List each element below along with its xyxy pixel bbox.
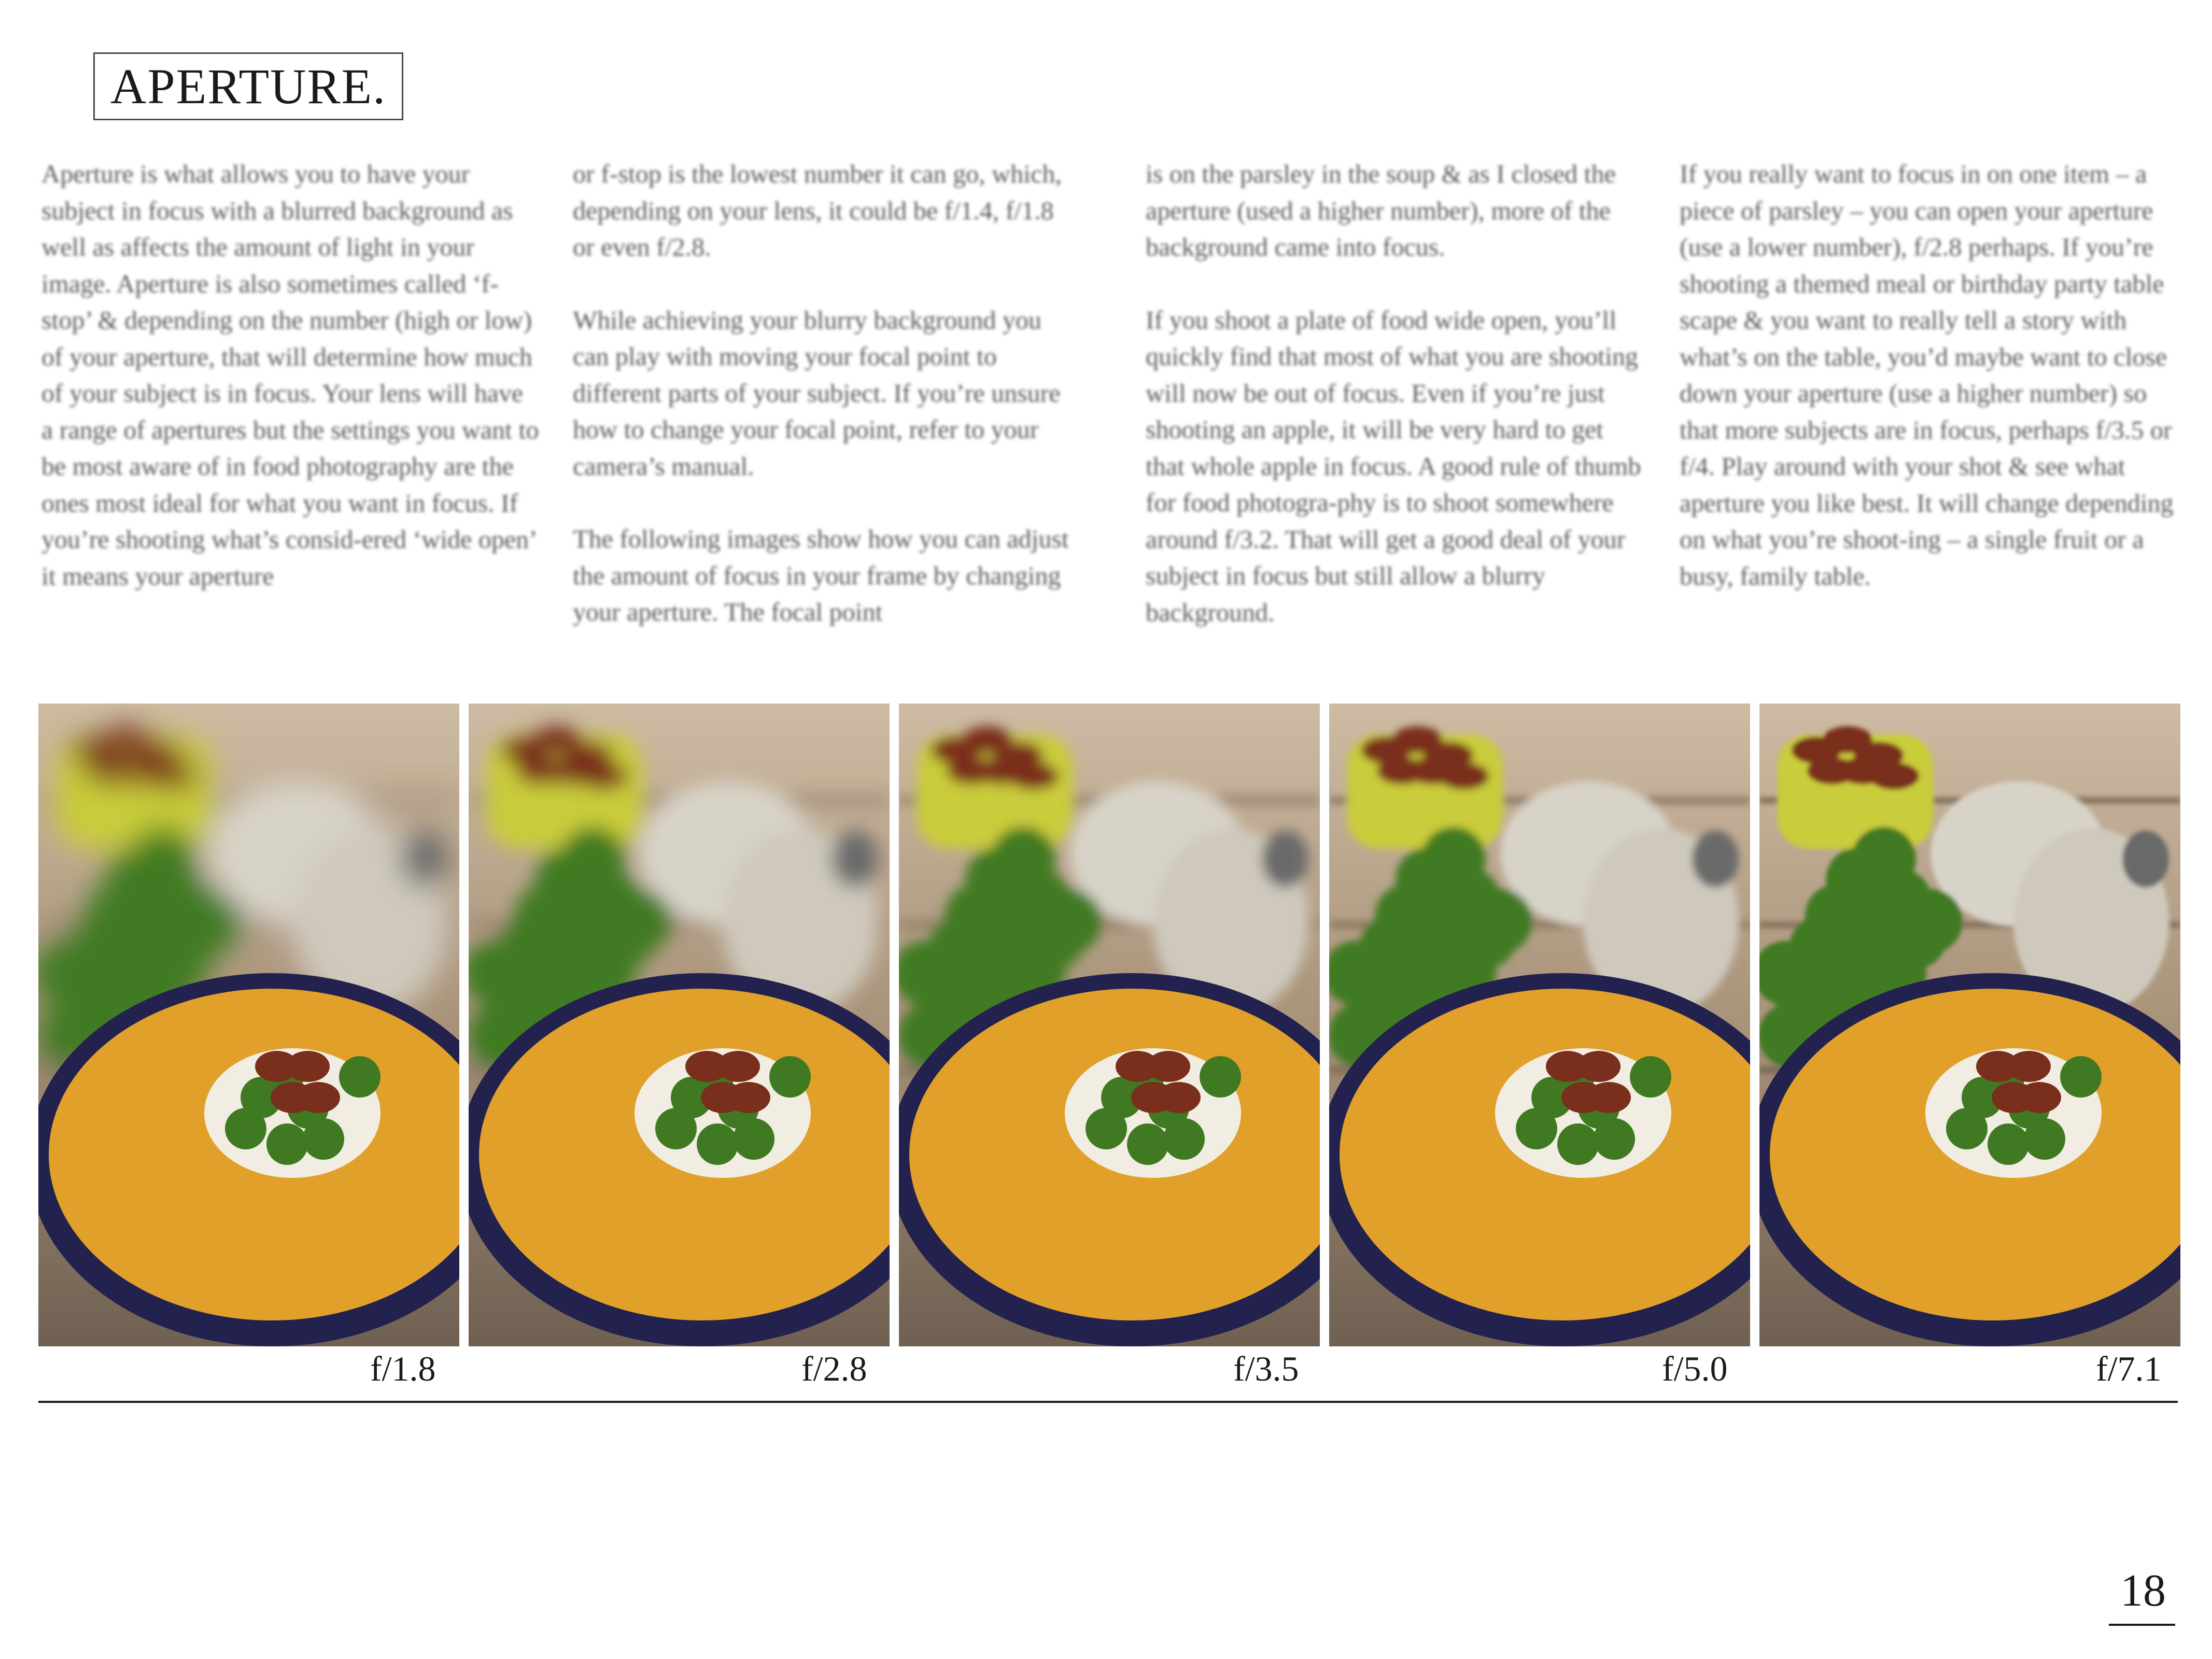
garnish-bacon: [286, 1051, 330, 1082]
paragraph: Aperture is what allows you to have your subject in focus with a blurred background as well as affects the amount of light in your image. Aperture is also sometimes called ‘f-stop’ & depending on the number (high or low) of your aperture, that will determine how much of your subject is in focus. Your lens will have a range of apertures but the settings you want to be most aware of in food photography are the ones most ideal for what you want in focus. If you’re shooting what’s consid-ered ‘wide open’ it means your aperture: [41, 159, 539, 591]
bacon-piece: [1439, 763, 1489, 790]
paragraph: is on the parsley in the soup & as I closed the aperture (used a higher number), more of the background came into focus.: [1146, 159, 1616, 261]
page-number: 18: [2120, 1566, 2166, 1616]
soup-illustration: [899, 704, 1320, 1346]
soup-illustration: [1759, 704, 2180, 1346]
spoon: [832, 831, 878, 888]
text-column-1: [41, 156, 539, 594]
soup-photo-f3-5: [899, 704, 1320, 1346]
soup-illustration: [1329, 704, 1750, 1346]
soup-photo-f1-8: [38, 704, 459, 1346]
garnish-parsley: [1086, 1108, 1127, 1149]
garnish-bacon: [297, 1082, 340, 1113]
spoon: [2122, 831, 2169, 888]
garnish-parsley: [266, 1123, 308, 1165]
garnish-parsley: [1557, 1123, 1599, 1165]
page-title-box: [93, 52, 403, 120]
parsley-blob: [608, 889, 672, 953]
garnish-parsley: [1946, 1108, 1988, 1149]
soup-photo-f5-0: [1329, 704, 1750, 1346]
garnish-parsley: [1594, 1118, 1635, 1160]
garnish-parsley: [1988, 1123, 2029, 1165]
aperture-label: f/3.5: [1233, 1349, 1299, 1388]
text-column-2: [573, 156, 1070, 630]
page-number-underline: [2109, 1624, 2175, 1626]
page-title: APERTURE.: [110, 58, 387, 114]
garnish-parsley: [339, 1056, 381, 1098]
parsley-blob: [1468, 889, 1532, 953]
garnish-bacon: [1587, 1082, 1631, 1113]
soup-photo-f7-1: [1759, 704, 2180, 1346]
garnish-parsley: [733, 1118, 774, 1160]
bacon-piece: [1869, 763, 1919, 790]
soup-illustration: [38, 704, 459, 1346]
text-column-4: [1680, 156, 2177, 594]
paragraph: If you shoot a plate of food wide open, you’ll quickly find that most of what you are shooting will now be out of focus. Even if you’re just shooting an apple, it will be very hard to get that whole apple in focus. A good rule of thumb for food photogra-phy is to shoot somewhere around f/3.2. That will get a good deal of your subject in focus but still allow a blurry background.: [1146, 305, 1641, 627]
bacon-piece: [1009, 763, 1059, 790]
garnish-bacon: [727, 1082, 770, 1113]
garnish-bacon: [2018, 1082, 2061, 1113]
paragraph: or f-stop is the lowest number it can go, which, depending on your lens, it could be f/1.4, f/1.8 or even f/2.8.: [573, 159, 1062, 261]
aperture-label: f/2.8: [801, 1349, 867, 1388]
spoon: [1262, 831, 1308, 888]
garnish-parsley: [1200, 1056, 1241, 1098]
garnish-parsley: [1516, 1108, 1557, 1149]
bacon-piece: [148, 763, 198, 790]
paragraph: While achieving your blurry background you can play with moving your focal point to different parts of your subject. If you’re unsure how to change your focal point, refer to your camera’s manual.: [573, 305, 1061, 481]
soup-photo-f2-8: [469, 704, 890, 1346]
garnish-parsley: [769, 1056, 811, 1098]
garnish-parsley: [1630, 1056, 1671, 1098]
garnish-parsley: [655, 1108, 697, 1149]
garnish-bacon: [1147, 1051, 1190, 1082]
spoon: [1692, 831, 1739, 888]
parsley-blob: [1898, 889, 1963, 953]
soup-illustration: [469, 704, 890, 1346]
garnish-parsley: [1127, 1123, 1168, 1165]
garnish-bacon: [716, 1051, 760, 1082]
caption-divider: [38, 1401, 2178, 1403]
paragraph: If you really want to focus in on one item – a piece of parsley – you can open your aperture (use a lower number), f/2.8 perhaps. If you’re shooting a themed meal or birthday party table scape & you want to really tell a story with what’s on the table, you’d maybe want to close down your aperture (use a higher number) so that more subjects are in focus, perhaps f/3.5 or f/4. Play around with your shot & see what aperture you like best. It will change depending on what you’re shoot-ing – a single fruit or a busy, family table.: [1680, 159, 2174, 591]
spoon: [401, 831, 448, 888]
garnish-bacon: [2007, 1051, 2051, 1082]
garnish-parsley: [1163, 1118, 1205, 1160]
garnish-bacon: [1577, 1051, 1621, 1082]
garnish-bacon: [1157, 1082, 1201, 1113]
parsley-blob: [177, 889, 242, 953]
aperture-label: f/5.0: [1662, 1349, 1728, 1388]
aperture-label: f/1.8: [370, 1349, 436, 1388]
garnish-parsley: [697, 1123, 738, 1165]
paragraph: The following images show how you can adjust the amount of focus in your frame by changing your aperture. The focal point: [573, 524, 1069, 626]
aperture-label: f/7.1: [2096, 1349, 2162, 1388]
garnish-parsley: [225, 1108, 266, 1149]
garnish-parsley: [2060, 1056, 2102, 1098]
parsley-blob: [1038, 889, 1102, 953]
bacon-piece: [579, 763, 628, 790]
text-column-3: [1146, 156, 1643, 630]
garnish-parsley: [2024, 1118, 2065, 1160]
garnish-parsley: [303, 1118, 344, 1160]
